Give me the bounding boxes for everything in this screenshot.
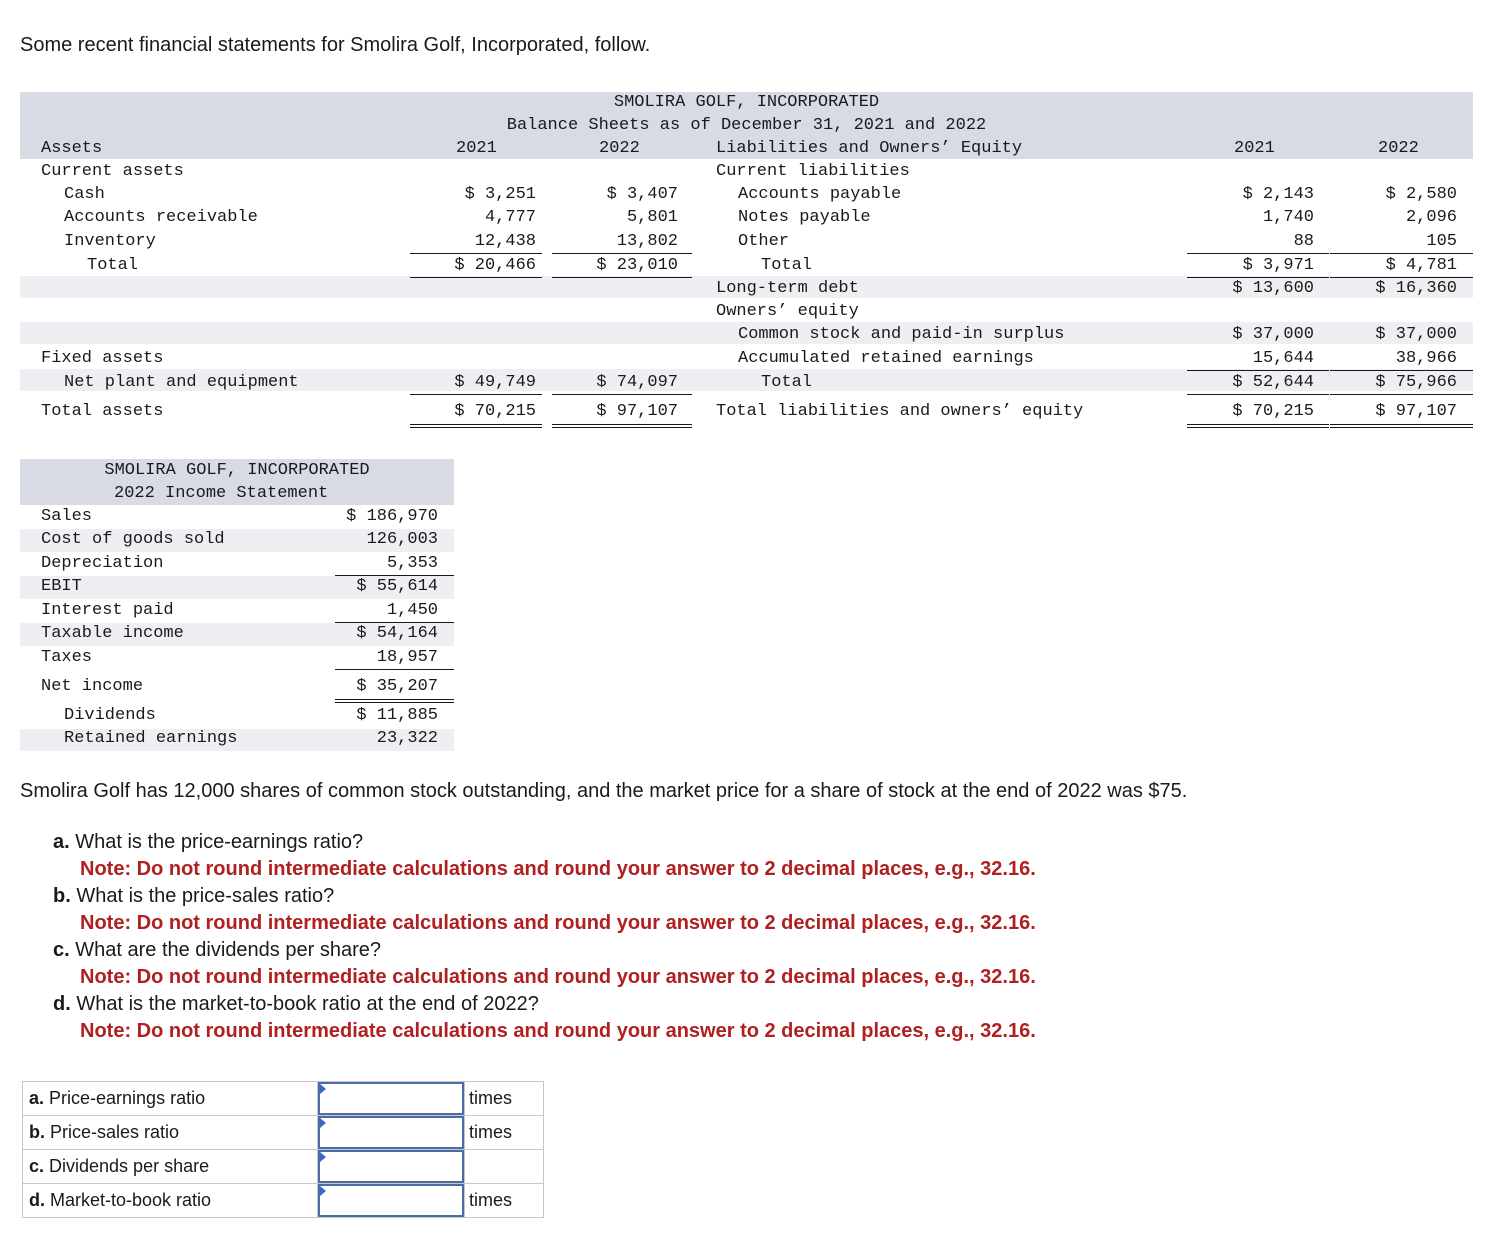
question-b: [53, 885, 334, 908]
question-text: What is the price-sales ratio?: [70, 885, 335, 907]
are-label: Accumulated retained earnings: [738, 349, 1034, 368]
double-underline: [335, 699, 454, 703]
oe-total-2021: $ 52,644: [1232, 373, 1314, 392]
ltd-label: Long-term debt: [716, 279, 859, 298]
question-c-note: Note: Do not round intermediate calculations and round your answer to 2 decimal places, e.g., 32.16.: [80, 966, 1036, 988]
bs-title: Balance Sheets as of December 31, 2021 and 2022: [506, 116, 987, 135]
oe-total-label: Total: [761, 373, 813, 392]
answer-unit: [465, 1150, 544, 1184]
assets-header: Assets: [41, 139, 103, 158]
question-letter: d.: [53, 993, 71, 1015]
tloe-2021: $ 70,215: [1232, 402, 1314, 421]
ca-total-2021: $ 20,466: [454, 256, 536, 275]
answer-cell: [318, 1082, 465, 1116]
is-row-label: Sales: [41, 507, 93, 526]
question-d: [53, 993, 539, 1016]
cash-label: Cash: [64, 185, 105, 204]
ar-label: Accounts receivable: [64, 208, 258, 227]
question-c: [53, 939, 381, 962]
input-marker-icon: [320, 1084, 326, 1094]
ar-2021: 4,777: [484, 208, 536, 227]
cash-2022: $ 3,407: [606, 185, 678, 204]
shares-paragraph: Smolira Golf has 12,000 shares of common stock outstanding, and the market price for a share of stock at the end of 2022 was $75.: [20, 780, 1188, 802]
answer-cell: [318, 1150, 465, 1184]
ar-2022: 5,801: [626, 208, 678, 227]
npe-2021: $ 49,749: [454, 373, 536, 392]
cl-total-2021: $ 3,971: [1242, 256, 1314, 275]
underline: [1330, 277, 1473, 278]
inventory-label: Inventory: [64, 232, 156, 251]
intro-text: Some recent financial statements for Smolira Golf, Incorporated, follow.: [20, 34, 651, 56]
price-sales-input[interactable]: [318, 1116, 464, 1149]
question-text: What is the market-to-book ratio at the end of 2022?: [70, 993, 539, 1015]
is-row-label: Taxes: [41, 648, 93, 667]
double-underline: [1187, 424, 1329, 428]
answer-letter: b.: [29, 1122, 45, 1142]
is-row-label: Retained earnings: [64, 729, 238, 748]
underline: [335, 669, 454, 670]
other-2021: 88: [1293, 232, 1314, 251]
np-label: Notes payable: [738, 208, 871, 227]
cash-2021: $ 3,251: [464, 185, 536, 204]
cl-total-label: Total: [761, 256, 813, 275]
year-2021-right: 2021: [1234, 139, 1275, 158]
is-row-value: 126,003: [366, 530, 438, 549]
is-row-label: Dividends: [64, 706, 156, 725]
underline: [1330, 370, 1473, 371]
is-row-label: EBIT: [41, 577, 82, 596]
ca-total-label: Total: [87, 256, 139, 275]
question-letter: a.: [53, 831, 70, 853]
answer-cell: [318, 1116, 465, 1150]
answer-label: [23, 1082, 318, 1116]
answer-row-b: [23, 1116, 544, 1150]
are-2022: 38,966: [1395, 349, 1457, 368]
question-letter: c.: [53, 939, 70, 961]
total-assets-2022: $ 97,107: [596, 402, 678, 421]
tloe-2022: $ 97,107: [1375, 402, 1457, 421]
underline: [1187, 277, 1329, 278]
question-a: [53, 831, 363, 854]
cs-2022: $ 37,000: [1375, 325, 1457, 344]
answer-table: [22, 1081, 544, 1218]
bs-company: SMOLIRA GOLF, INCORPORATED: [613, 93, 880, 112]
answer-letter: a.: [29, 1088, 45, 1108]
current-liabilities-label: Current liabilities: [716, 162, 910, 181]
answer-row-c: [23, 1150, 544, 1184]
is-row-label: Interest paid: [41, 601, 174, 620]
year-2022-right: 2022: [1378, 139, 1419, 158]
is-row-label: Net income: [41, 677, 144, 696]
is-company: SMOLIRA GOLF, INCORPORATED: [104, 461, 370, 480]
double-underline: [410, 424, 542, 428]
answer-label-text: Market-to-book ratio: [45, 1190, 212, 1210]
double-underline: [1330, 424, 1473, 428]
underline: [335, 575, 454, 576]
cs-2021: $ 37,000: [1232, 325, 1314, 344]
market-to-book-input[interactable]: [318, 1184, 464, 1217]
is-row-value: 23,322: [376, 729, 438, 748]
answer-label-text: Price-earnings ratio: [44, 1088, 206, 1108]
underline: [1187, 370, 1329, 371]
double-underline: [552, 424, 692, 428]
question-a-note: Note: Do not round intermediate calculations and round your answer to 2 decimal places, e.g., 32.16.: [80, 858, 1036, 880]
input-marker-icon: [320, 1118, 326, 1128]
cs-label: Common stock and paid-in surplus: [738, 325, 1065, 344]
current-assets-label: Current assets: [41, 162, 184, 181]
underline: [1330, 253, 1473, 254]
is-row-value: $ 11,885: [356, 706, 438, 725]
answer-unit: times: [465, 1082, 544, 1116]
ap-2021: $ 2,143: [1242, 185, 1314, 204]
is-row-value: 1,450: [386, 601, 438, 620]
ca-total-2022: $ 23,010: [596, 256, 678, 275]
answer-row-a: [23, 1082, 544, 1116]
underline: [410, 253, 542, 254]
underline: [335, 622, 454, 623]
npe-label: Net plant and equipment: [64, 373, 299, 392]
ap-label: Accounts payable: [738, 185, 902, 204]
np-2022: 2,096: [1405, 208, 1457, 227]
is-row-label: Cost of goods sold: [41, 530, 225, 549]
underline: [552, 394, 692, 395]
is-row-value: 5,353: [386, 554, 438, 573]
fixed-assets-label: Fixed assets: [41, 349, 164, 368]
owners-equity-label: Owners’ equity: [716, 302, 859, 321]
liabilities-header: Liabilities and Owners’ Equity: [716, 139, 1023, 158]
underline: [1187, 394, 1329, 395]
answer-row-d: [23, 1184, 544, 1218]
input-marker-icon: [320, 1152, 326, 1162]
inventory-2021: 12,438: [474, 232, 536, 251]
underline: [552, 277, 692, 278]
input-marker-icon: [320, 1186, 326, 1196]
year-2021: 2021: [456, 139, 497, 158]
answer-label: [23, 1184, 318, 1218]
answer-label-text: Price-sales ratio: [45, 1122, 180, 1142]
is-row-value: 18,957: [376, 648, 438, 667]
is-title: 2022 Income Statement: [114, 484, 329, 503]
underline: [410, 277, 542, 278]
question-letter: b.: [53, 885, 71, 907]
underline: [1187, 253, 1329, 254]
tloe-label: Total liabilities and owners’ equity: [716, 402, 1084, 421]
ap-2022: $ 2,580: [1385, 185, 1457, 204]
are-2021: 15,644: [1252, 349, 1314, 368]
answer-letter: c.: [29, 1156, 45, 1176]
is-row-value: $ 186,970: [346, 507, 438, 526]
answer-letter: d.: [29, 1190, 45, 1210]
answer-unit: times: [465, 1184, 544, 1218]
other-label: Other: [738, 232, 790, 251]
is-row-value: $ 54,164: [356, 624, 438, 643]
underline: [552, 253, 692, 254]
answer-label-text: Dividends per share: [44, 1156, 210, 1176]
inventory-2022: 13,802: [616, 232, 678, 251]
question-text: What is the price-earnings ratio?: [69, 831, 364, 853]
is-row-value: $ 35,207: [356, 677, 438, 696]
dividends-per-share-input[interactable]: [318, 1150, 464, 1183]
answer-label: [23, 1150, 318, 1184]
price-earnings-input[interactable]: [318, 1082, 464, 1115]
npe-2022: $ 74,097: [596, 373, 678, 392]
other-2022: 105: [1426, 232, 1457, 251]
answer-cell: [318, 1184, 465, 1218]
question-text: What are the dividends per share?: [69, 939, 381, 961]
year-2022: 2022: [599, 139, 640, 158]
np-2021: 1,740: [1262, 208, 1314, 227]
is-row-value: $ 55,614: [356, 577, 438, 596]
is-row-label: Taxable income: [41, 624, 184, 643]
question-d-note: Note: Do not round intermediate calculations and round your answer to 2 decimal places, e.g., 32.16.: [80, 1020, 1036, 1042]
total-assets-2021: $ 70,215: [454, 402, 536, 421]
cl-total-2022: $ 4,781: [1385, 256, 1457, 275]
oe-total-2022: $ 75,966: [1375, 373, 1457, 392]
total-assets-label: Total assets: [41, 402, 164, 421]
ltd-2021: $ 13,600: [1232, 279, 1314, 298]
is-row-label: Depreciation: [41, 554, 164, 573]
ltd-2022: $ 16,360: [1375, 279, 1457, 298]
answer-label: [23, 1116, 318, 1150]
underline: [410, 394, 542, 395]
underline: [1330, 394, 1473, 395]
question-b-note: Note: Do not round intermediate calculations and round your answer to 2 decimal places, e.g., 32.16.: [80, 912, 1036, 934]
answer-unit: times: [465, 1116, 544, 1150]
